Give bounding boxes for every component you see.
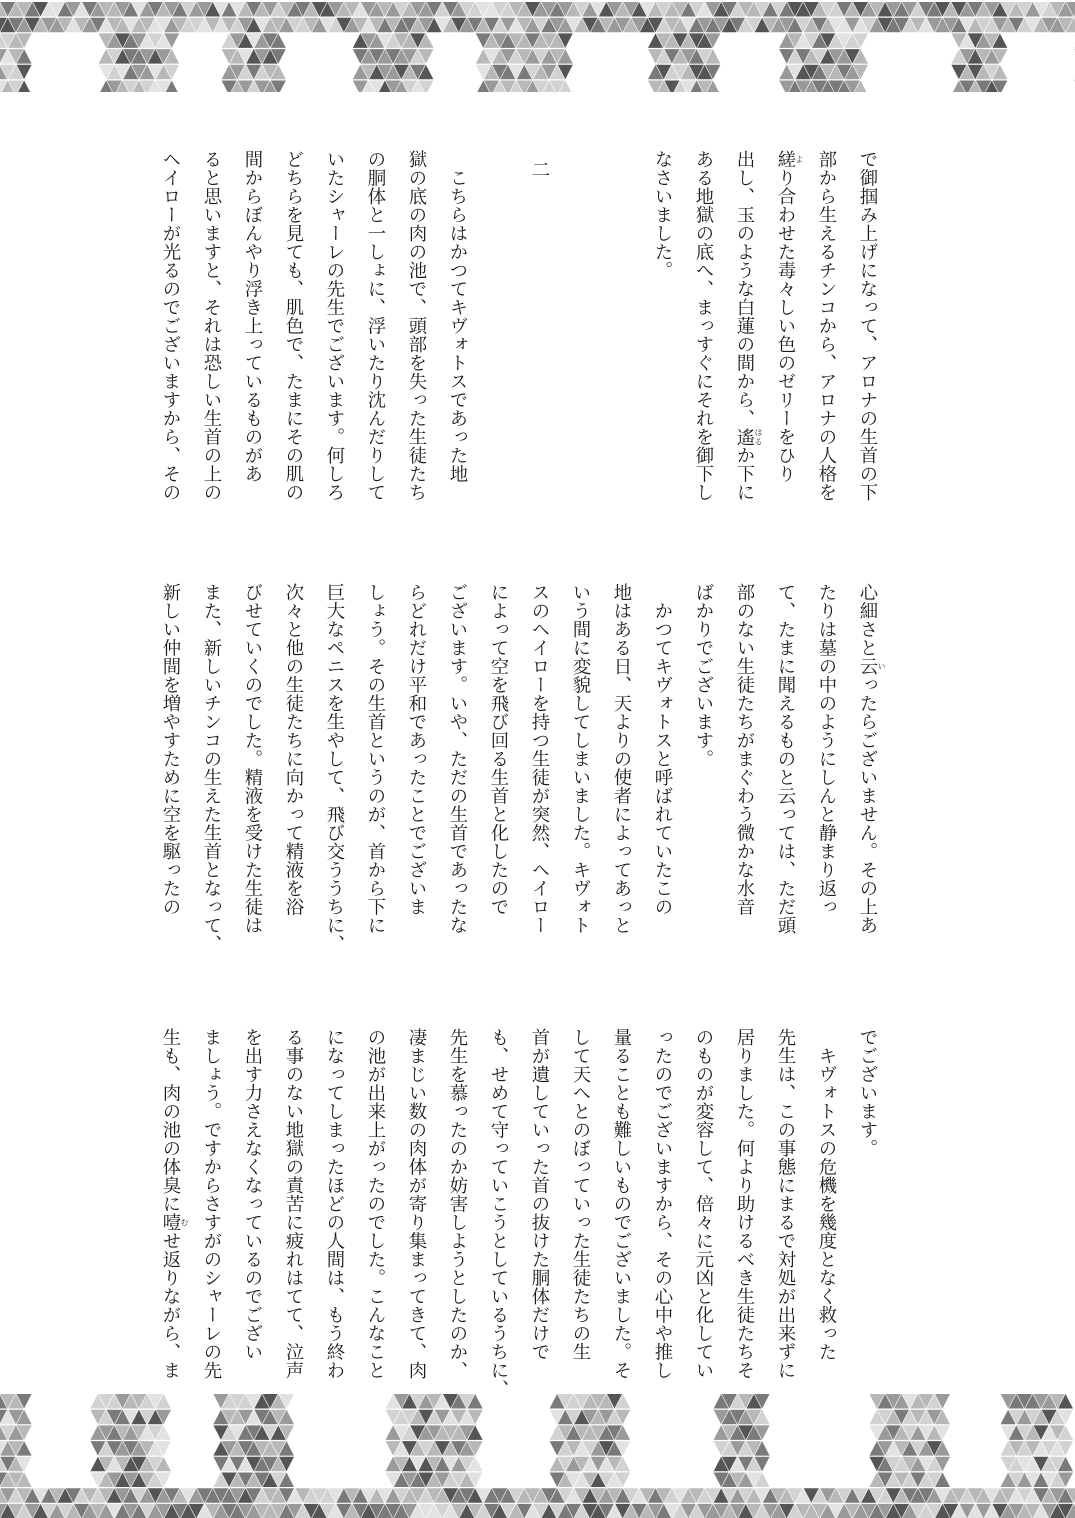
text-column [355, 150, 396, 522]
text-run: る事のない地獄の責苦に疲れはてて、泣声 [283, 1028, 304, 1380]
text-run: 獄の底の肉の池で、頭部を失った生徒たち [406, 150, 427, 502]
ruby-text: い [877, 657, 886, 676]
text-run: ると思いますと、それは恐しい生首の上の [201, 150, 222, 502]
text-run: によって空を飛び回る生首と化したので [488, 583, 509, 916]
text-column [355, 1028, 396, 1400]
text-run: ある地獄の底へ、まっすぐにそれを御下し [693, 150, 714, 502]
text-column [806, 1028, 847, 1400]
text-column [847, 150, 888, 522]
text-run: 首が遺していった首の抜けた胴体だけで [529, 1028, 550, 1361]
text-column [478, 150, 519, 522]
text-column [273, 1028, 314, 1400]
text-run: 間からぼんやり浮き上っているものがあ [242, 150, 263, 483]
ruby-base: 噎 [160, 1213, 181, 1232]
text-column [765, 150, 806, 522]
ruby-base: 縒 [775, 150, 796, 169]
text-column [642, 150, 683, 522]
text-run: びせていくのでした。精液を受けた生徒は [242, 583, 263, 935]
text-run: の胴体と一しょに、浮いたり沈んだりして [365, 150, 386, 502]
text-column [560, 1028, 601, 1400]
ruby-text: よ [795, 150, 804, 169]
text-run: いたシャーレの先生でございます。何しろ [324, 150, 345, 502]
text-run: せ返りながら、ま [160, 1231, 181, 1380]
text-run: 部のない生徒たちがまぐわう微かな水音 [734, 583, 755, 916]
text-block-top [150, 150, 888, 522]
text-column [601, 1028, 642, 1400]
text-run: 生も、肉の池の体臭に [160, 1028, 181, 1213]
text-column [724, 150, 765, 522]
text-run: どちらを見ても、肌色で、たまにその肌の [283, 150, 304, 502]
text-column [560, 150, 601, 522]
text-run: こちらはかつてキヴォトスであった地 [447, 150, 468, 483]
text-column [437, 150, 478, 522]
text-run: か下に [734, 446, 755, 502]
text-column [314, 583, 355, 955]
ruby-annotation [160, 1213, 189, 1232]
text-run: たりは墓の中のようにしんと静まり返っ [816, 583, 837, 916]
text-block-bottom [150, 1028, 888, 1400]
text-run: 次々と他の生徒たちに向かって精液を浴 [283, 583, 304, 916]
text-column [437, 583, 478, 955]
text-run: のものが変容して、倍々に元凶と化してい [693, 1028, 714, 1380]
section-heading: 二 [529, 160, 550, 179]
text-block-middle [150, 583, 888, 955]
ruby-annotation [734, 427, 763, 447]
text-column [273, 583, 314, 955]
text-run: を出す力さえなくなっているのでござい [242, 1028, 263, 1361]
text-run: ばかりでございます。 [693, 583, 714, 768]
text-run: 居りました。何より助けるべき生徒たちそ [734, 1028, 755, 1380]
ruby-annotation [857, 657, 886, 676]
text-column [191, 1028, 232, 1400]
text-run: になってしまったほどの人間は、もう終わ [324, 1028, 345, 1380]
text-column [519, 1028, 560, 1400]
text-run: いう間に変貌してしまいました。キヴォト [570, 583, 591, 935]
text-run: 心細さと [857, 583, 878, 657]
text-column [150, 583, 191, 955]
text-run: ったらございません。その上あ [857, 675, 878, 935]
text-run: キヴォトスの危機を幾度となく救った [816, 1028, 837, 1361]
text-column [519, 583, 560, 955]
text-column [232, 583, 273, 955]
text-column [683, 583, 724, 955]
text-column [642, 583, 683, 955]
text-column [765, 1028, 806, 1400]
text-run: 地はある日、天よりの使者によってあっと [611, 583, 632, 935]
text-column [232, 150, 273, 522]
triangle-pattern-top [0, 0, 1075, 92]
text-run: 部から生えるチンコから、アロナの人格を [816, 150, 837, 502]
text-run: でございます。 [857, 1028, 878, 1158]
text-run: り合わせた毒々しい色のゼリーをひり [775, 168, 796, 483]
text-column [765, 583, 806, 955]
text-column [273, 150, 314, 522]
text-run: て、たまに聞えるものと云っては、ただ頭 [775, 583, 796, 935]
text-column [314, 150, 355, 522]
text-run: して天へとのぼっていった生徒たちの生 [570, 1028, 591, 1361]
text-run: しょう。その生首というのが、首から下に [365, 583, 386, 935]
ruby-text: はる [754, 427, 763, 446]
text-column [191, 583, 232, 955]
ruby-base: 云 [857, 657, 878, 676]
text-column [191, 150, 232, 522]
text-column [683, 150, 724, 522]
text-column [847, 1028, 888, 1400]
text-column [601, 150, 642, 522]
text-run: 先生を慕ったのか妨害しようとしたのか、 [447, 1028, 468, 1380]
text-column [478, 1028, 519, 1400]
text-run: 凄まじい数の肉体が寄り集まってきて、肉 [406, 1028, 427, 1380]
text-run: ヘイローが光るのでございますから、その [160, 150, 181, 502]
text-run: も、せめて守っていこうとしているうちに、 [488, 1028, 509, 1398]
text-column [601, 583, 642, 955]
text-run: の池が出来上がったのでした。こんなこと [365, 1028, 386, 1380]
text-column [724, 583, 765, 955]
text-column [396, 583, 437, 955]
ruby-base: 遙 [734, 427, 755, 446]
text-column [478, 583, 519, 955]
text-run: で御掴み上げになって、アロナの生首の下 [857, 150, 878, 502]
text-run: 巨大なペニスを生やして、飛び交ううちに、 [324, 583, 345, 953]
text-run: スのヘイローを持つ生徒が突然、ヘイロー [529, 583, 550, 935]
text-column [150, 1028, 191, 1400]
text-column [642, 1028, 683, 1400]
text-column [314, 1028, 355, 1400]
text-run: ございます。いや、ただの生首であったな [447, 583, 468, 935]
text-run: なさいました。 [652, 150, 673, 280]
text-column [396, 150, 437, 522]
text-run: かつてキヴォトスと呼ばれていたこの [652, 583, 673, 916]
triangle-pattern-bottom [0, 1392, 1075, 1518]
text-column [806, 583, 847, 955]
text-column [437, 1028, 478, 1400]
text-run: ったのでございますから、その心中や推し [652, 1028, 673, 1380]
text-column [560, 583, 601, 955]
text-run: らどれだけ平和であったことでございま [406, 583, 427, 916]
text-column [683, 1028, 724, 1400]
text-run: 出し、玉のような白蓮の間から、 [734, 150, 755, 428]
ruby-annotation [775, 150, 804, 169]
text-run: また、新しいチンコの生えた生首となって、 [201, 583, 222, 953]
text-run: 先生は、この事態にまるで対処が出来ずに [775, 1028, 796, 1380]
text-run: 量ることも難しいものでございました。そ [611, 1028, 632, 1380]
text-column [847, 583, 888, 955]
text-run: 新しい仲間を増やすために空を駆ったの [160, 583, 181, 916]
ruby-text: む [180, 1213, 189, 1232]
text-column [150, 150, 191, 522]
text-column [806, 150, 847, 522]
text-column [724, 1028, 765, 1400]
text-column [232, 1028, 273, 1400]
text-column [396, 1028, 437, 1400]
text-column [355, 583, 396, 955]
text-run: ましょう。ですからさすがのシャーレの先 [201, 1028, 222, 1380]
